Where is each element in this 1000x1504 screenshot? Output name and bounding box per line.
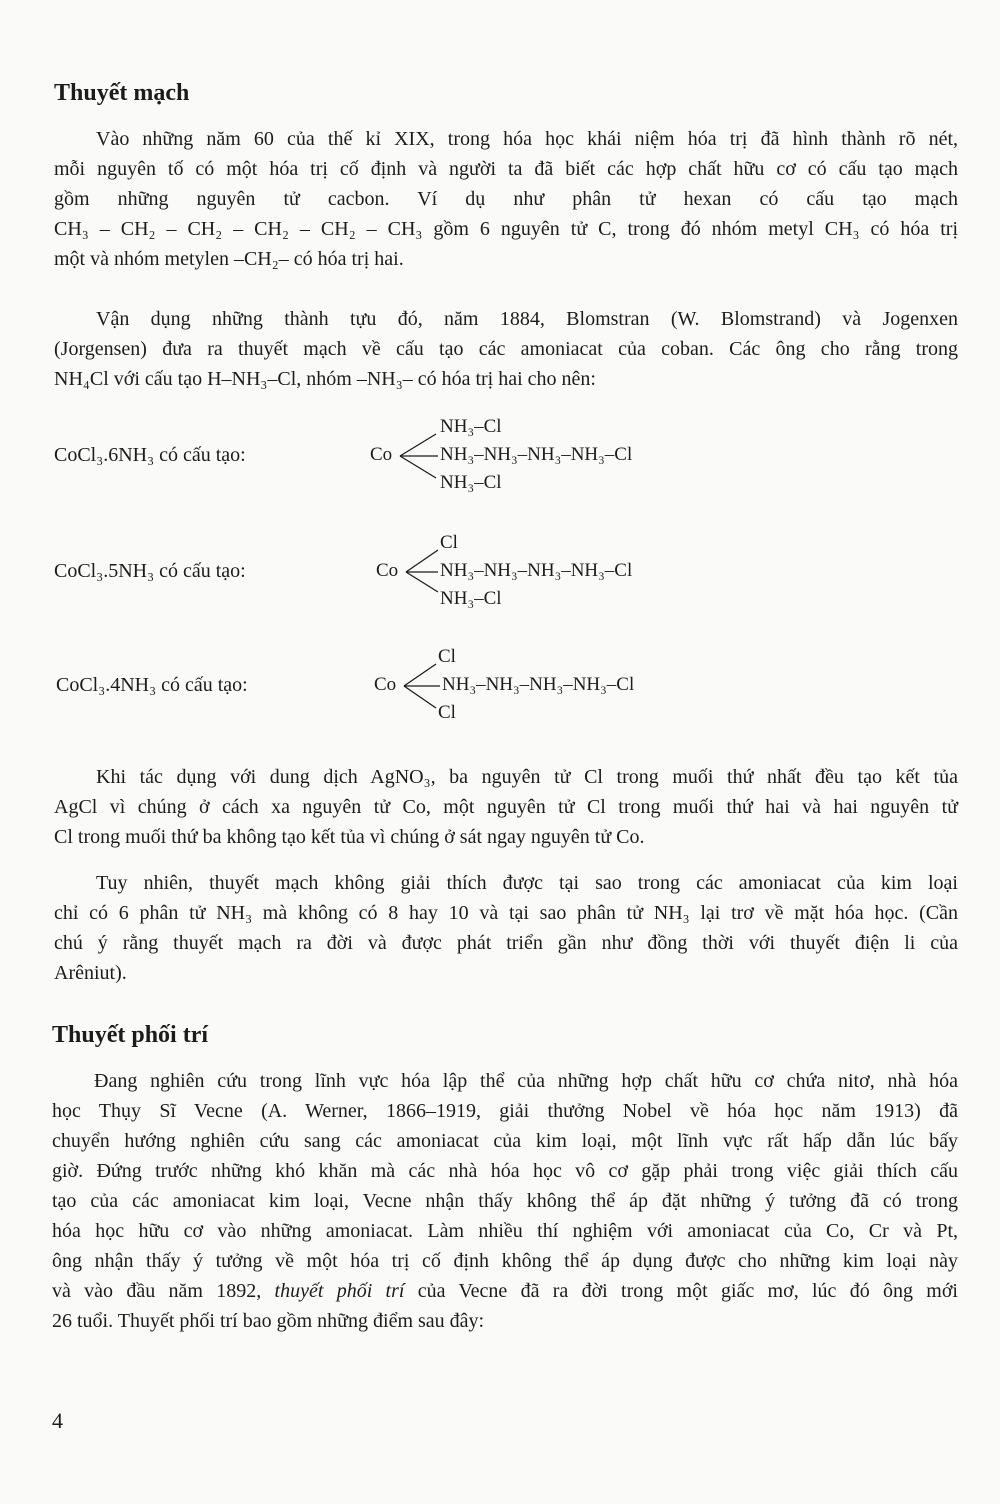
paragraph-agno3 [54, 762, 958, 852]
central-atom: Co [376, 560, 399, 581]
text-line: gồm những nguyên tử cacbon. Ví dụ như phân tử hexan có cấu tạo mạch [54, 188, 958, 210]
ligand-chain: NH₃–NH₃–NH₃–NH₃–Cl [440, 560, 633, 581]
text-line: một và nhóm metylen –CH₂– có hóa trị hai. [54, 248, 404, 270]
ligand-bottom: NH₃–Cl [440, 588, 502, 609]
text-line: Vào những năm 60 của thế kỉ XIX, trong hóa học khái niệm hóa trị đã hình thành rõ nét, [96, 128, 958, 150]
text-line: AgCl vì chúng ở cách xa nguyên tử Co, một nguyên tử Cl trong muối thứ hai và hai nguyên tử [54, 796, 958, 818]
text-line: Arêniut). [54, 962, 127, 984]
text-line: chỉ có 6 phân tử NH₃ mà không có 8 hay 10 và tại sao phân tử NH₃ lại trơ về mặt hóa học. (Cần [54, 902, 958, 924]
ligand-chain: NH₃–NH₃–NH₃–NH₃–Cl [440, 444, 633, 465]
italic-term: thuyết phối trí [274, 1280, 405, 1302]
page-number: 4 [52, 1408, 63, 1433]
formula-label: CoCl₃.4NH₃ có cấu tạo: [56, 674, 248, 696]
ligand-chain: NH₃–NH₃–NH₃–NH₃–Cl [442, 674, 635, 695]
text-line: học Thụy Sĩ Vecne (A. Werner, 1866–1919, giải thưởng Nobel về hóa học năm 1913) đã [52, 1100, 958, 1122]
ligand-bottom: Cl [438, 702, 456, 723]
paragraph-blomstrand [54, 304, 958, 394]
formula-label: CoCl₃.5NH₃ có cấu tạo: [54, 560, 246, 582]
text-line: Cl trong muối thứ ba không tạo kết tủa vì chúng ở sát ngay nguyên tử Co. [54, 826, 645, 848]
central-atom: Co [370, 444, 393, 465]
text-line: Đang nghiên cứu trong lĩnh vực hóa lập thể của những hợp chất hữu cơ chứa nitơ, nhà hóa [94, 1070, 958, 1092]
text-line [52, 1276, 958, 1306]
text-line: chuyển hướng nghiên cứu sang các amoniacat của kim loại, một lĩnh vực rất hấp dẫn lúc bấy [52, 1130, 958, 1152]
formula-label: CoCl₃.6NH₃ có cấu tạo: [54, 444, 246, 466]
ligand-top: Cl [440, 532, 458, 553]
text-line: giờ. Đứng trước những khó khăn mà các nhà hóa học vô cơ gặp phải trong việc giải thích cấu [52, 1160, 958, 1182]
central-atom: Co [374, 674, 397, 695]
chain-structure-diagram [376, 530, 696, 620]
text-segment: và vào đầu năm 1892, [52, 1280, 275, 1302]
ligand-top: Cl [438, 646, 456, 667]
text-line: Khi tác dụng với dung dịch AgNO₃, ba nguyên tử Cl trong muối thứ nhất đều tạo kết tủa [96, 766, 958, 788]
paragraph-werner [52, 1066, 958, 1336]
paragraph-limitation [54, 868, 958, 988]
text-line: Tuy nhiên, thuyết mạch không giải thích được tại sao trong các amoniacat của kim loại [96, 872, 958, 894]
chain-structure-diagram [374, 644, 694, 734]
text-line: CH₃ – CH₂ – CH₂ – CH₂ – CH₂ – CH₃ gồm 6 nguyên tử C, trong đó nhóm metyl CH₃ có hóa trị [54, 218, 958, 240]
text-line: 26 tuổi. Thuyết phối trí bao gồm những điểm sau đây: [52, 1310, 485, 1332]
ligand-top: NH₃–Cl [440, 416, 502, 437]
chain-structure-diagram [370, 414, 690, 504]
text-line: tạo của các amoniacat kim loại, Vecne nhận thấy không thể áp đặt những ý tưởng đã có trong [52, 1190, 958, 1212]
ligand-bottom: NH₃–Cl [440, 472, 502, 493]
text-line: ông nhận thấy ý tưởng về một hóa trị cố định không thể áp dụng được cho những kim loại này [52, 1250, 958, 1272]
text-line: chú ý rằng thuyết mạch ra đời và được phát triển gần như đồng thời với thuyết điện li của [54, 932, 958, 954]
text-segment: của Vecne đã ra đời trong một giấc mơ, lúc đó ông mới [404, 1280, 958, 1302]
text-line: hóa học hữu cơ vào những amoniacat. Làm nhiều thí nghiệm với amoniacat của Co, Cr và Pt, [52, 1220, 958, 1242]
text-line: (Jorgensen) đưa ra thuyết mạch về cấu tạo các amoniacat của coban. Các ông cho rằng trong [54, 338, 958, 360]
text-line: mỗi nguyên tố có một hóa trị cố định và người ta đã biết các hợp chất hữu cơ có cấu tạo mạch [54, 158, 958, 180]
paragraph-intro [54, 124, 958, 274]
section-heading-thuyet-phoi-tri: Thuyết phối trí [52, 1022, 209, 1048]
section-heading-thuyet-mach: Thuyết mạch [54, 80, 190, 106]
text-line: NH₄Cl với cấu tạo H–NH₃–Cl, nhóm –NH₃– có hóa trị hai cho nên: [54, 368, 596, 390]
text-line: Vận dụng những thành tựu đó, năm 1884, Blomstran (W. Blomstrand) và Jogenxen [96, 308, 958, 330]
